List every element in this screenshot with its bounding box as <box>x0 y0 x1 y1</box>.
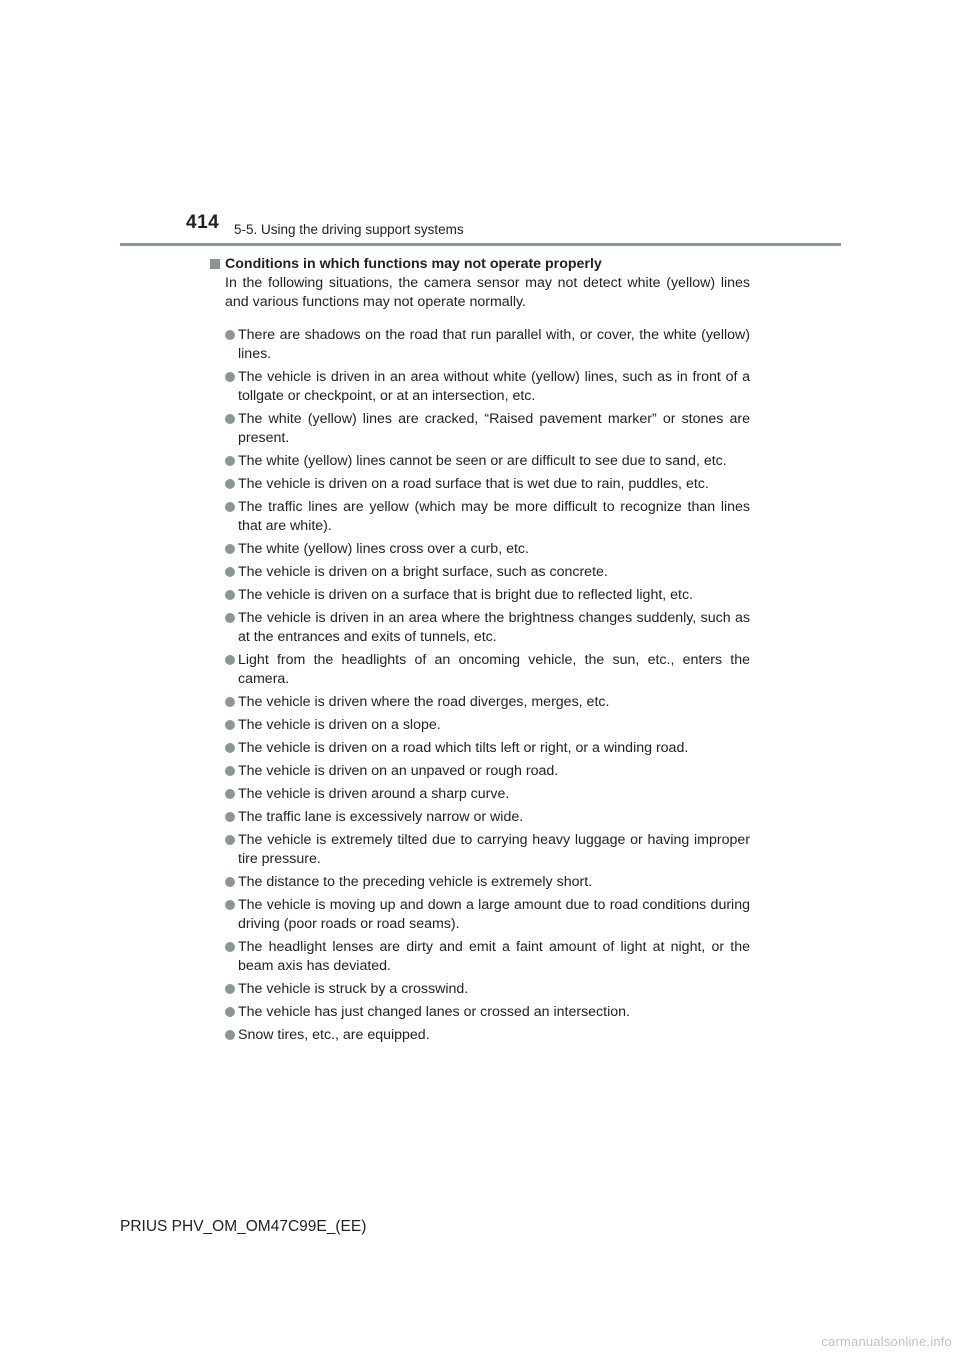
list-item-text: The vehicle has just changed lanes or crossed an intersection. <box>238 1004 630 1021</box>
bullet-icon <box>225 789 235 799</box>
list-item-text: Snow tires, etc., are equipped. <box>238 1027 430 1044</box>
bullet-icon <box>225 766 235 776</box>
list-item <box>210 410 750 448</box>
bullet-icon <box>225 812 235 822</box>
bullet-icon <box>225 479 235 489</box>
watermark-text: carmanualsonline.info <box>821 1334 952 1349</box>
header-divider <box>120 243 841 246</box>
footer-model-code: PRIUS PHV_OM_OM47C99E_(EE) <box>120 1218 367 1235</box>
square-bullet-icon <box>210 259 220 269</box>
bullet-icon <box>225 984 235 994</box>
bullet-icon <box>225 942 235 952</box>
list-item-text: The vehicle is driven on an unpaved or rough road. <box>238 763 559 780</box>
list-item-text: The vehicle is driven on a slope. <box>238 717 441 734</box>
intro-paragraph: In the following situations, the camera sensor may not detect white (yellow) lines and various functions may not operate normally. <box>225 275 750 310</box>
list-item-text: The vehicle is driven where the road diverges, merges, etc. <box>238 694 610 711</box>
list-item-text: The white (yellow) lines cannot be seen or are difficult to see due to sand, etc. <box>238 453 727 470</box>
bullet-icon <box>225 544 235 554</box>
list-item <box>210 785 750 804</box>
bullet-icon <box>225 1030 235 1040</box>
list-item-text: The vehicle is driven on a surface that is bright due to reflected light, etc. <box>238 587 694 604</box>
list-item-text: The vehicle is driven on a road which tilts left or right, or a winding road. <box>238 740 689 757</box>
bullet-icon <box>225 613 235 623</box>
page-header <box>0 0 960 250</box>
bullet-icon <box>225 877 235 887</box>
list-item-text: The vehicle is driven on a road surface that is wet due to rain, puddles, etc. <box>238 476 709 493</box>
bullet-icon <box>225 900 235 910</box>
bullet-icon <box>225 372 235 382</box>
list-item <box>210 739 750 758</box>
bullet-icon <box>225 414 235 424</box>
list-item <box>210 540 750 559</box>
list-item <box>210 498 750 536</box>
main-content <box>210 255 750 1045</box>
list-item <box>210 1026 750 1045</box>
list-item-text: Light from the headlights of an oncoming vehicle, the sun, etc., enters the camera. <box>238 652 750 688</box>
bullet-icon <box>225 567 235 577</box>
list-item <box>210 326 750 364</box>
bullet-icon <box>225 456 235 466</box>
list-item-text: The distance to the preceding vehicle is extremely short. <box>238 874 593 891</box>
list-item-text: The vehicle is struck by a crosswind. <box>238 981 469 998</box>
bullet-icon <box>225 743 235 753</box>
list-item-text: The white (yellow) lines cross over a curb, etc. <box>238 541 529 558</box>
bullet-icon <box>225 697 235 707</box>
list-item <box>210 368 750 406</box>
list-item <box>210 609 750 647</box>
list-item-text: The vehicle is moving up and down a large amount due to road conditions during driving (poor roads or road seams). <box>238 897 750 933</box>
page-number: 414 <box>186 212 220 233</box>
list-item <box>210 716 750 735</box>
list-item <box>210 475 750 494</box>
subheading-text: Conditions in which functions may not operate properly <box>225 256 602 272</box>
list-item <box>210 651 750 689</box>
list-item-text: The vehicle is driven on a bright surface, such as concrete. <box>238 564 608 581</box>
list-item-text: The vehicle is extremely tilted due to carrying heavy luggage or having improper tire pressure. <box>238 832 750 868</box>
bullet-icon <box>225 655 235 665</box>
list-item-text: There are shadows on the road that run parallel with, or cover, the white (yellow) lines. <box>238 327 750 363</box>
list-item <box>210 563 750 582</box>
list-item-text: The vehicle is driven around a sharp curve. <box>238 786 510 803</box>
list-item-text: The vehicle is driven in an area where the brightness changes suddenly, such as at the entrances and exits of tunnels, etc. <box>238 610 750 646</box>
bullet-icon <box>225 720 235 730</box>
list-item <box>210 873 750 892</box>
bullet-icon <box>225 590 235 600</box>
list-item-text: The traffic lane is excessively narrow or wide. <box>238 809 524 826</box>
bullet-icon <box>225 330 235 340</box>
bullet-icon <box>225 835 235 845</box>
bullet-icon <box>225 1007 235 1017</box>
list-item-text: The white (yellow) lines are cracked, “Raised pavement marker” or stones are present. <box>238 411 750 447</box>
list-item <box>210 938 750 976</box>
subheading <box>210 255 750 274</box>
list-item-text: The headlight lenses are dirty and emit a faint amount of light at night, or the beam axis has deviated. <box>238 939 750 975</box>
list-item <box>210 586 750 605</box>
list-item <box>210 762 750 781</box>
list-item <box>210 693 750 712</box>
list-item-text: The traffic lines are yellow (which may be more difficult to recognize than lines that are white). <box>238 499 750 535</box>
list-item-text: The vehicle is driven in an area without white (yellow) lines, such as in front of a tollgate or checkpoint, or at an intersection, etc. <box>238 369 750 405</box>
list-item <box>210 1003 750 1022</box>
condition-list <box>210 326 750 1045</box>
section-title: 5-5. Using the driving support systems <box>234 222 464 237</box>
list-item <box>210 452 750 471</box>
list-item <box>210 980 750 999</box>
list-item <box>210 808 750 827</box>
list-item <box>210 831 750 869</box>
bullet-icon <box>225 502 235 512</box>
list-item <box>210 896 750 934</box>
